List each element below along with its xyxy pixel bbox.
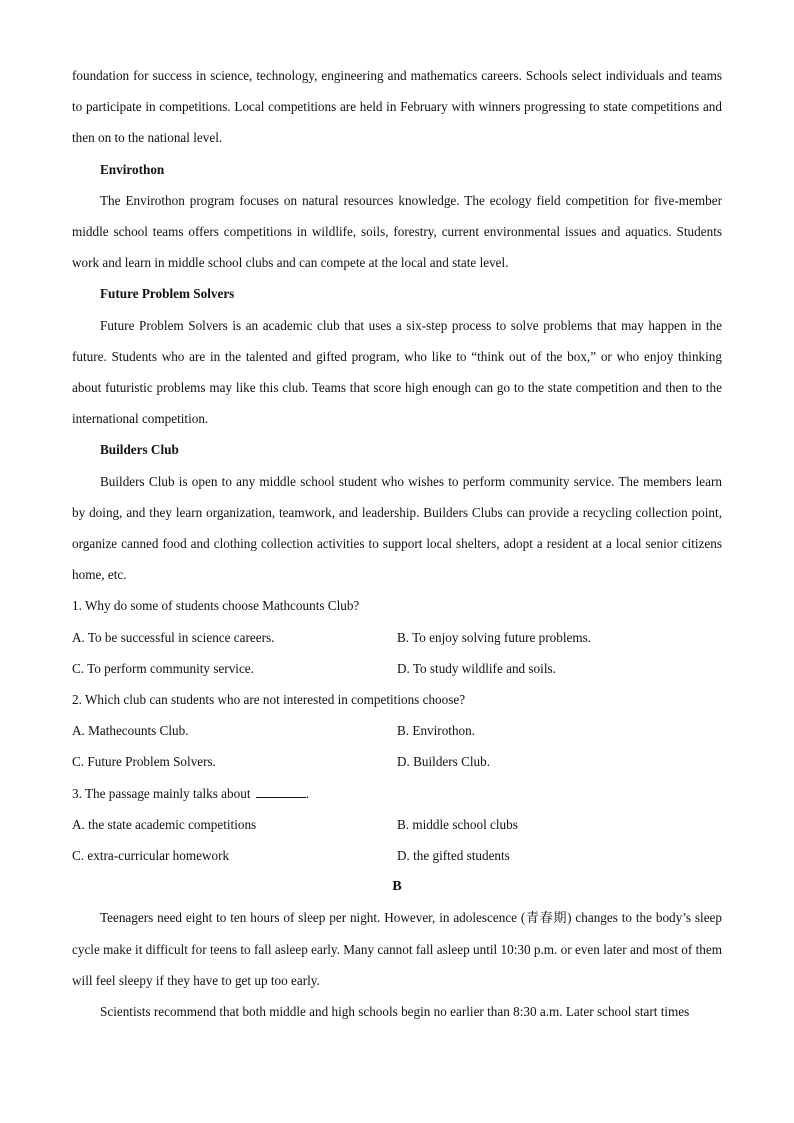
question-2-option-c: C. Future Problem Solvers. <box>72 754 216 770</box>
question-1-stem: 1. Why do some of students choose Mathcounts Club? <box>72 598 360 614</box>
question-2-options-row-1 <box>72 715 722 746</box>
question-3-options-row-2 <box>72 840 722 871</box>
answer-blank <box>256 783 306 798</box>
club-heading-builders-club: Builders Club <box>100 442 179 458</box>
question-1-option-d: D. To study wildlife and soils. <box>397 660 556 676</box>
club-body-envirothon: The Envirothon program focuses on natural resources knowledge. The ecology field competition for five-member middle school teams offers competitions in wildlife, soils, forestry, current environmental issues and aquatics. Students work and learn in middle school clubs and can compete at the local and state level. <box>72 192 722 271</box>
question-1-option-a: A. To be successful in science careers. <box>72 629 275 645</box>
question-2-option-a: A. Mathecounts Club. <box>72 723 189 739</box>
question-3-option-a: A. the state academic competitions <box>72 816 257 832</box>
question-3-stem-line <box>72 778 722 809</box>
question-2-option-b: B. Envirothon. <box>397 723 476 739</box>
question-1-option-b: B. To enjoy solving future problems. <box>397 629 592 645</box>
club-heading-envirothon: Envirothon <box>100 161 165 177</box>
question-2-options-row-2 <box>72 746 722 777</box>
club-body-future-problem-solvers: Future Problem Solvers is an academic club that uses a six-step process to solve problems that may happen in the future. Students who are in the talented and gifted program, who like to “think out of the box,” or who enjoy thinking about futuristic problems may like this club. Teams that score high enough can go to the state competition and then to the international competition. <box>72 317 722 427</box>
intro-paragraph: foundation for success in science, technology, engineering and mathematics careers. Schools select individuals and teams to participate in competitions. Local competitions are held in February with winners progressing to state competitions and then on to the national level. <box>72 68 722 146</box>
question-3-stem: 3. The passage mainly talks about <box>72 785 251 801</box>
question-3-stem-end: . <box>305 785 310 801</box>
question-3-option-c: C. extra-curricular homework <box>72 848 230 864</box>
document-page <box>72 60 722 1027</box>
question-1-options-row-2 <box>72 653 722 684</box>
question-3-options-row-1 <box>72 809 722 840</box>
question-1-options-row-1 <box>72 622 722 653</box>
question-3-option-d: D. the gifted students <box>397 848 510 864</box>
club-body-builders-club: Builders Club is open to any middle school student who wishes to perform community service. The members learn by doing, and they learn organization, teamwork, and leadership. Builders Clubs can provide a recycling collection point, organize canned food and clothing collection activities to support local shelters, adopt a resident at a local senior citizens home, etc. <box>72 473 722 583</box>
section-letter-b: B <box>392 879 402 895</box>
club-heading-future-problem-solvers: Future Problem Solvers <box>100 286 235 302</box>
question-2-option-d: D. Builders Club. <box>397 754 491 770</box>
passage-b-paragraph-2: Scientists recommend that both middle and high schools begin no earlier than 8:30 a.m. Later school start times <box>100 1004 690 1020</box>
passage-b-paragraph-1: Teenagers need eight to ten hours of sleep per night. However, in adolescence (青春期) changes to the body’s sleep cycle make it difficult for teens to fall asleep early. Many cannot fall asleep until 10:30 p.m. or even later and most of them will feel sleepy if they have to get up too early. <box>72 910 722 988</box>
question-1-option-c: C. To perform community service. <box>72 660 254 676</box>
question-2-stem: 2. Which club can students who are not interested in competitions choose? <box>72 692 466 708</box>
question-3-option-b: B. middle school clubs <box>397 816 518 832</box>
